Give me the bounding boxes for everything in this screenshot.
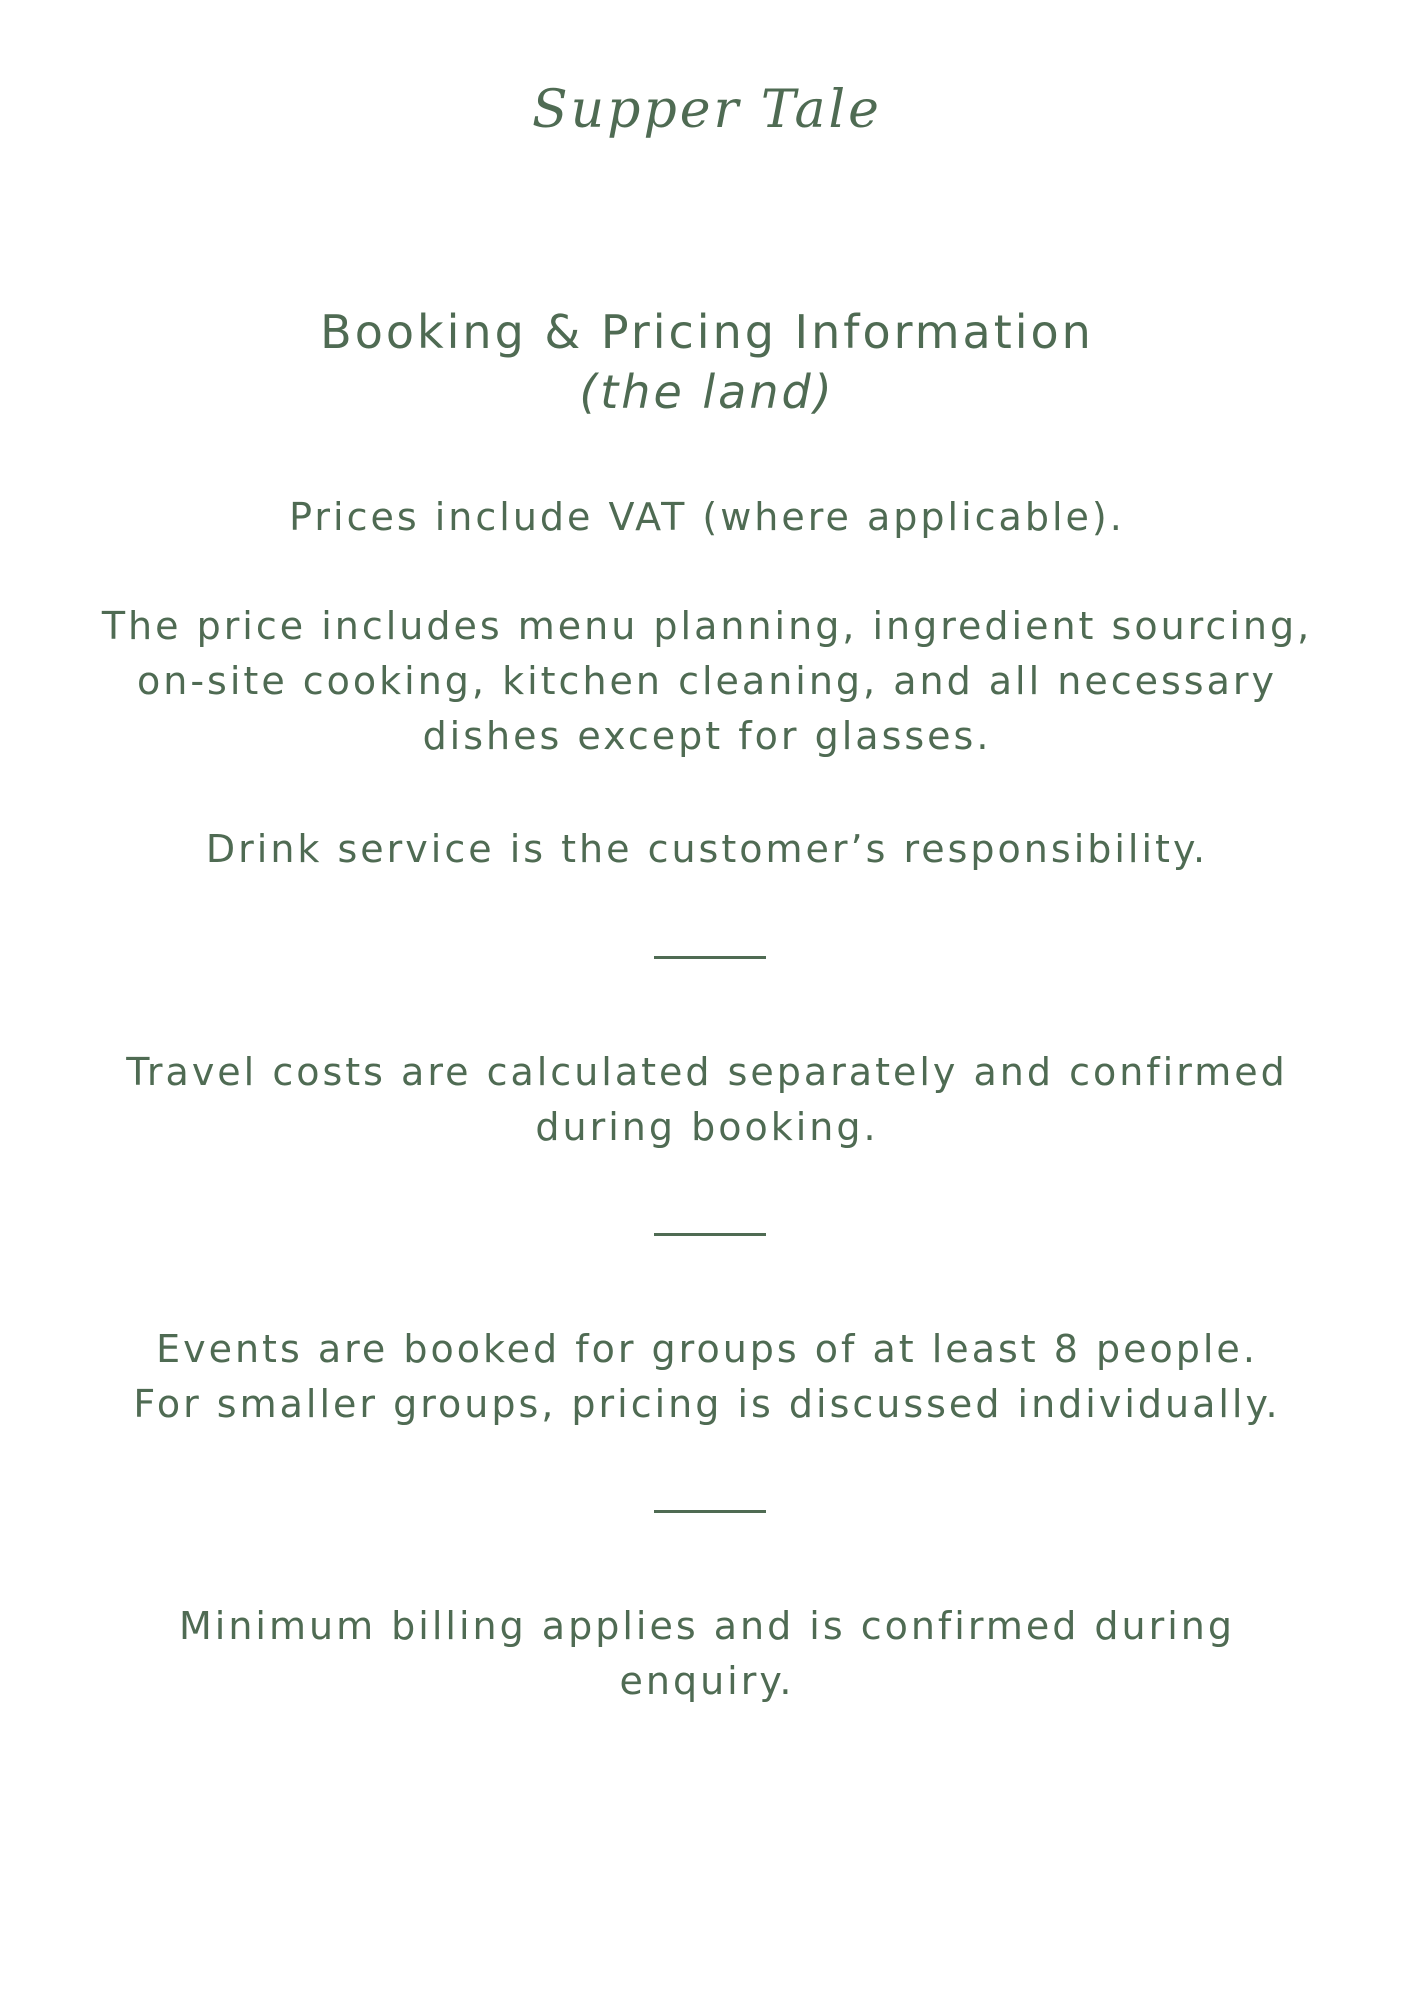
- text-line: For smaller groups, pricing is discussed individually.: [133, 1382, 1281, 1426]
- vat-note: Prices include VAT (where applicable).: [289, 495, 1125, 539]
- text-line: Minimum billing applies and is confirmed during: [178, 1604, 1236, 1648]
- divider: [654, 956, 766, 959]
- divider: [654, 1510, 766, 1513]
- drink-service-note: Drink service is the customer’s responsibility.: [205, 827, 1209, 871]
- text-line: on-site cooking, kitchen cleaning, and all necessary: [137, 659, 1277, 703]
- brand-title: Supper Tale: [532, 80, 882, 140]
- price-includes-note: [0, 599, 1414, 764]
- text-line: during booking.: [535, 1105, 879, 1149]
- text-line: Events are booked for groups of at least 8 people.: [156, 1327, 1258, 1371]
- heading-title: Booking & Pricing Information: [320, 305, 1094, 359]
- divider: [654, 1233, 766, 1236]
- text-line: enquiry.: [619, 1659, 795, 1703]
- text-line: dishes except for glasses.: [422, 714, 992, 758]
- heading-subtitle: (the land): [579, 365, 835, 419]
- travel-costs-note: [0, 1045, 1414, 1155]
- section-heading: [0, 302, 1414, 422]
- group-size-note: [0, 1322, 1414, 1432]
- minimum-billing-note: [0, 1599, 1414, 1709]
- text-line: The price includes menu planning, ingredient sourcing,: [101, 604, 1313, 648]
- text-line: Travel costs are calculated separately and confirmed: [126, 1050, 1288, 1094]
